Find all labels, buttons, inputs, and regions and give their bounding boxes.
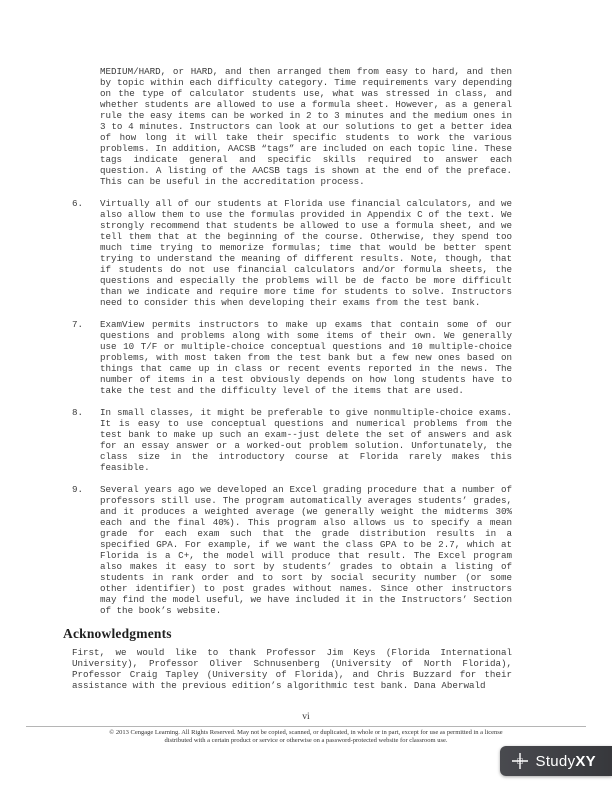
list-item [72, 484, 512, 616]
list-item-text: Several years ago we developed an Excel grading procedure that a number of professors still use. The program automatically averages students’ grades, and it produces a weighted average (we generally weight the midterms 30% each and the final 40%). This program also allows us to specify a mean grade for each exam such that the grade distribution results in a specified GPA. For example, if we want the class GPA to be 2.7, which at Florida is a C+, the model will produce that result. The Excel program also makes it easy to sort by students’ grades to obtain a listing of students in rank order and to sort by social security number (or some other identifier) to post grades without names. Since other instructors may find the model useful, we have included it in the Instructors’ Section of the book’s website. [100, 484, 512, 616]
list-item [72, 407, 512, 473]
page-body [63, 66, 512, 691]
plus-icon [511, 752, 529, 770]
page-number: vi [302, 712, 310, 722]
studyxy-label [536, 753, 596, 770]
studyxy-badge [500, 746, 612, 776]
copyright-footer [26, 726, 586, 746]
copyright-line-1: © 2013 Cengage Learning. All Rights Reserved. May not be copied, scanned, or duplicated, in whole or in part, except for use as permitted in a license [109, 728, 503, 736]
list-item [72, 198, 512, 308]
list-item [72, 319, 512, 396]
studyxy-label-study: Study [535, 752, 576, 770]
list-item-text: ExamView permits instructors to make up exams that contain some of our questions and problems along with some items of their own. We generally use 10 T/F or multiple-choice conceptual questions and 10 multiple-choice problems, with most taken from the test bank but a few new ones based on things that came up in class or recent events reported in the news. The number of items in a test obviously depends on how long students have to take the test and the difficulty level of the items that are used. [100, 319, 512, 396]
acknowledgments-paragraph: First, we would like to thank Professor Jim Keys (Florida International University), Professor Oliver Schnusenberg (University of North Florida), Professor Craig Tapley (University of Florida), and Chris Buzzard for their assistance with the previous edition’s algorithmic test bank. Dana Aberwald [72, 647, 512, 691]
paragraph-continuation: MEDIUM/HARD, or HARD, and then arranged them from easy to hard, and then by topic within each difficulty category. Time requirements vary depending on the type of calculator students use, what was stressed in class, and whether students are allowed to use a formula sheet. However, as a general rule the easy items can be worked in 2 to 3 minutes and the medium ones in 3 to 4 minutes. Instructors can look at our solutions to get a better idea of how long it will take their specific students to work the various problems. In addition, AACSB “tags” are included on each topic line. These tags indicate general and specific skills required to answer each question. A listing of the AACSB tags is shown at the end of the preface. This can be useful in the accreditation process. [100, 66, 512, 187]
list-item-number: 9. [72, 484, 84, 495]
studyxy-label-xy: XY [575, 752, 596, 770]
list-item-text: In small classes, it might be preferable to give nonmultiple-choice exams. It is easy to use conceptual questions and numerical problems from the test bank to make up such an exam--just delete the set of answers and ask for an essay answer or a worked-out problem solution. Unfortunately, the class size in the introductory course at Florida rarely makes this feasible. [100, 407, 512, 473]
list-item-number: 8. [72, 407, 84, 418]
list-item-text: Virtually all of our students at Florida use financial calculators, and we also allow them to use the formulas provided in Appendix C of the text. We strongly recommend that students be allowed to use a formula sheet, and we tell them that at the beginning of the course. Otherwise, they spend too much time trying to memorize formulas; time that would be better spent trying to understand the meaning of different results. Note, though, that if students do not use financial calculators and/or formula sheets, the questions and especially the problems will be de facto be more difficult than we indicate and require more time for students to solve. Instructors need to consider this when developing their exams from the test bank. [100, 198, 512, 308]
list-item-number: 6. [72, 198, 84, 209]
list-item-number: 7. [72, 319, 84, 330]
copyright-line-2: distributed with a certain product or service or otherwise on a password-protected website for classroom use. [164, 737, 448, 745]
acknowledgments-heading: Acknowledgments [63, 626, 172, 641]
